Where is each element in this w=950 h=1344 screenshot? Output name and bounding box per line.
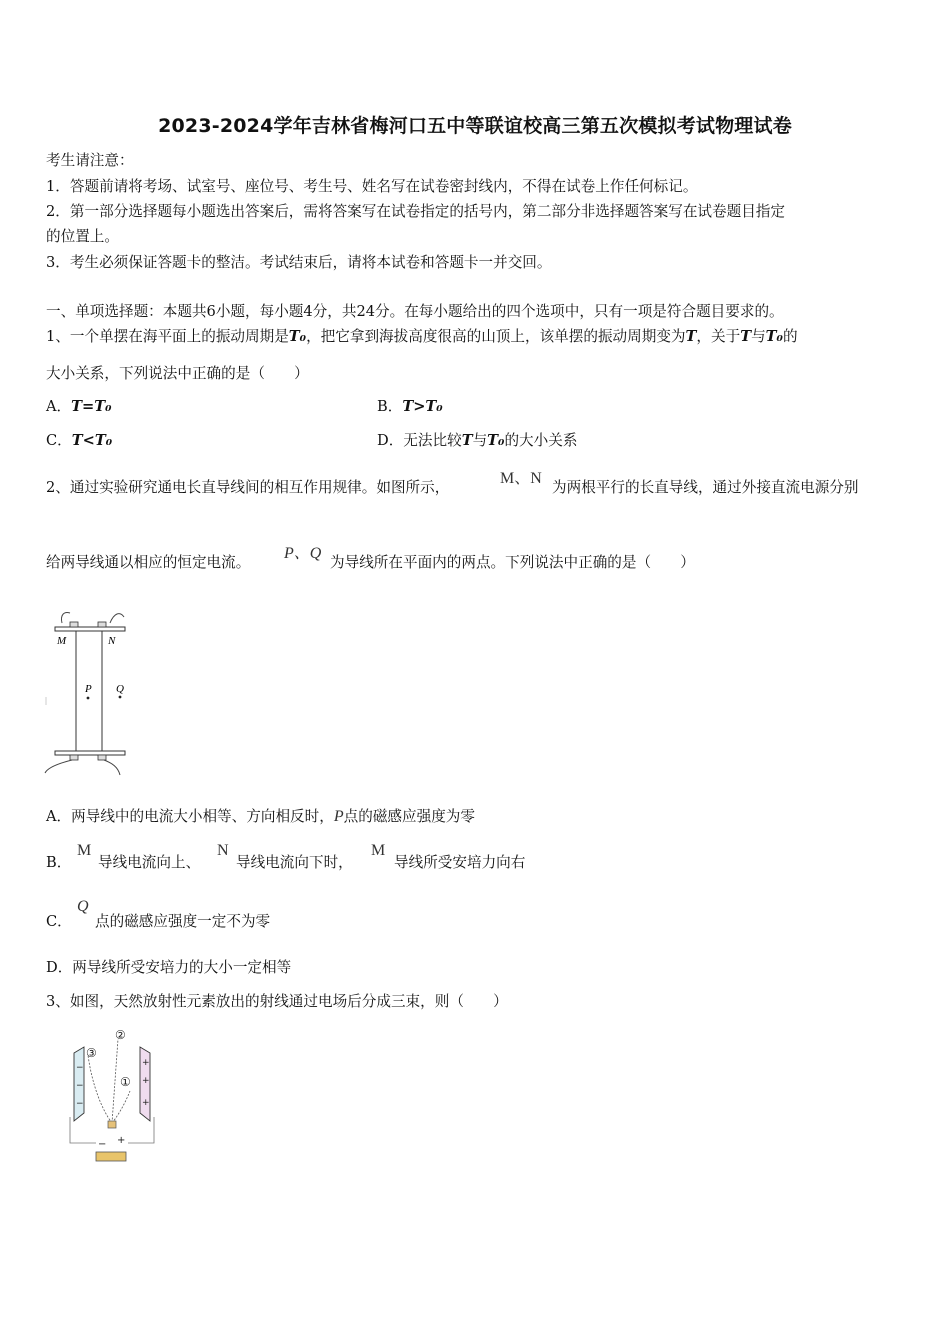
top-lead-left	[61, 612, 70, 623]
q1-option-d[interactable]	[377, 431, 577, 451]
q1-text-c: ，关于	[696, 328, 741, 345]
positive-sign-2: +	[142, 1076, 150, 1086]
battery	[96, 1152, 126, 1161]
label-Q: Q	[116, 683, 124, 695]
beam-label-3: ③	[86, 1046, 97, 1060]
bottom-clamp-left	[70, 755, 78, 760]
bottom-clamp-right	[98, 755, 106, 760]
q1-option-c-label: C．	[46, 432, 72, 449]
exam-title: 2023-2024学年吉林省梅河口五中等联谊校高三第五次模拟考试物理试卷	[158, 115, 792, 137]
point-Q	[119, 696, 122, 699]
q2-option-a-text-a: 两导线中的电流大小相等、方向相反时，	[71, 808, 334, 825]
top-clamp-left	[70, 622, 78, 627]
q1-stem-line2: 大小关系，下列说法中正确的是（ ）	[46, 365, 309, 382]
q2-option-a-sym: P	[333, 808, 344, 825]
q2-option-c-sym: Q	[77, 898, 89, 915]
top-lead-right	[110, 614, 124, 623]
negative-sign-1: −	[76, 1063, 84, 1073]
q2-stem-line2-b: 为导线所在平面内的两点。下列说法中正确的是（ ）	[330, 554, 695, 571]
q2-option-d[interactable]	[46, 958, 291, 978]
beam-3-path	[88, 1055, 112, 1123]
beam-1-path	[112, 1091, 130, 1123]
q1-T-2: T	[740, 328, 752, 345]
parallel-wires-figure	[40, 605, 135, 775]
q1-option-d-mid: 与	[472, 432, 488, 449]
q1-T0-2: T₀	[765, 328, 783, 345]
bottom-lead-right	[104, 760, 120, 775]
negative-sign-3: −	[76, 1099, 84, 1109]
q1-option-b-expr: T>T₀	[402, 398, 443, 415]
q1-option-b[interactable]	[377, 397, 443, 417]
q1-option-a[interactable]	[46, 397, 111, 417]
q2-stem-line1-a: 2、通过实验研究通电长直导线间的相互作用规律。如图所示，	[46, 479, 450, 496]
point-P	[87, 697, 90, 700]
q2-MN-symbol: M、N	[500, 470, 542, 487]
battery-plus: +	[117, 1135, 126, 1146]
notice-heading: 考生请注意：	[46, 152, 134, 169]
q2-option-a-label: A．	[46, 808, 72, 825]
q3-stem: 3、如图，天然放射性元素放出的射线通过电场后分成三束，则（ ）	[46, 993, 508, 1010]
positive-sign-3: +	[142, 1098, 150, 1108]
q2-option-c-text: 点的磁感应强度一定不为零	[95, 913, 271, 930]
q2-option-b-text-a: 导线电流向上、	[98, 854, 201, 871]
q1-text-e: 的	[782, 328, 798, 345]
beam-label-2: ②	[115, 1028, 126, 1042]
q2-option-a[interactable]	[46, 807, 475, 827]
q1-option-a-expr: T=T₀	[71, 398, 112, 415]
q2-option-b-sym1: M	[77, 842, 92, 859]
notice-item-3: 3．考生必须保证答题卡的整洁。考试结束后，请将本试卷和答题卡一并交回。	[46, 254, 552, 271]
q1-text-a: 1、一个单摆在海平面上的振动周期是	[46, 328, 289, 345]
top-clamp-right	[98, 622, 106, 627]
radiation-field-figure	[62, 1025, 162, 1165]
radioactive-source	[108, 1121, 116, 1128]
q2-option-b-sym3: M	[371, 842, 386, 859]
q1-option-b-label: B．	[377, 398, 403, 415]
top-support-bar	[55, 627, 125, 631]
notice-item-1: 1．答题前请将考场、试室号、座位号、考生号、姓名写在试卷密封线内，不得在试卷上作任何标记。	[46, 178, 698, 195]
q1-option-a-label: A．	[46, 398, 72, 415]
beam-2-path	[112, 1039, 118, 1123]
negative-sign-2: −	[76, 1081, 84, 1091]
notice-item-2-cont: 的位置上。	[46, 228, 119, 245]
q1-option-d-T: T	[461, 432, 473, 449]
q2-option-b-label[interactable]: B．	[46, 854, 72, 871]
q1-option-c-expr: T<T₀	[71, 432, 113, 449]
q2-option-b-text-b: 导线电流向下时，	[236, 854, 353, 871]
q1-option-d-pre: 无法比较	[403, 432, 462, 449]
bottom-support-bar	[55, 751, 125, 755]
q1-option-d-label: D．	[377, 432, 404, 449]
q2-option-a-text-b: 点的磁感应强度为零	[343, 808, 475, 825]
label-P: P	[85, 683, 92, 695]
battery-minus: −	[98, 1139, 107, 1150]
q2-stem-line2-a: 给两导线通以相应的恒定电流。	[46, 554, 251, 571]
q2-option-b-sym2: N	[217, 842, 229, 859]
q1-option-d-post: 的大小关系	[504, 432, 578, 449]
notice-item-2: 2．第一部分选择题每小题选出答案后，需将答案写在试卷指定的括号内，第二部分非选择题答案写在试卷题目指定	[46, 203, 785, 220]
q2-option-d-label: D．	[46, 959, 73, 976]
q2-option-c-label[interactable]: C．	[46, 913, 72, 930]
q1-text-b: ，把它拿到海拔高度很高的山顶上，该单摆的振动周期变为	[306, 328, 686, 345]
q2-option-d-text: 两导线所受安培力的大小一定相等	[72, 959, 292, 976]
positive-sign-1: +	[142, 1058, 150, 1068]
q2-PQ-symbol: P、Q	[284, 545, 322, 562]
q1-text-d: 与	[751, 328, 766, 345]
q1-option-c[interactable]	[46, 431, 112, 451]
q2-stem-line1-b: 为两根平行的长直导线，通过外接直流电源分别	[552, 479, 859, 496]
beam-label-1: ①	[120, 1075, 131, 1089]
q1-T: T	[685, 328, 697, 345]
q2-option-b-text-c: 导线所受安培力向右	[394, 854, 526, 871]
label-N: N	[108, 635, 116, 647]
bottom-lead-left	[45, 760, 72, 773]
section-heading: 一、单项选择题：本题共6小题，每小题4分，共24分。在每小题给出的四个选项中，只有一项是符合题目要求的。	[46, 303, 784, 320]
q1-option-d-T0: T₀	[487, 432, 505, 449]
q1-T0: T₀	[288, 328, 307, 345]
label-M: M	[57, 635, 67, 647]
q1-stem-line1	[46, 327, 798, 347]
